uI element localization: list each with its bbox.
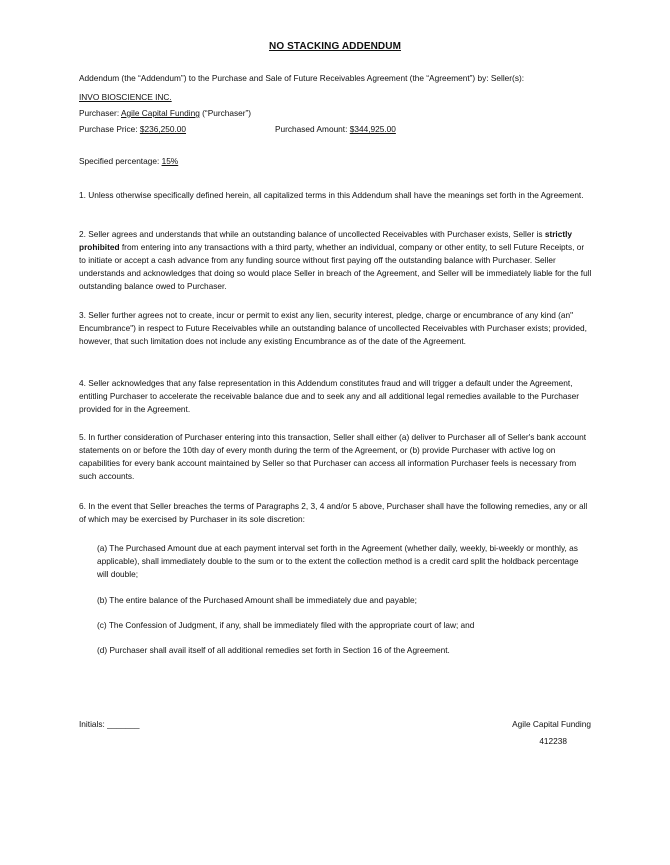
paragraph-2	[79, 228, 593, 293]
purchaser-line	[79, 107, 593, 120]
intro-paragraph	[79, 72, 593, 85]
initials-line: Initials: _______	[79, 719, 140, 729]
remedy-item-b: (b) The entire balance of the Purchased Amount shall be immediately due and payable;	[97, 595, 417, 605]
purchaser-name: Agile Capital Funding	[120, 108, 200, 118]
purchase-price-value: $236,250.00	[139, 124, 187, 134]
paragraph-3: 3. Seller further agrees not to create, incur or permit to exist any lien, security interest, pledge, charge or encumbrance of any kind (an" Encumbrance") in respect to Future Receivables while an outstanding balance of uncollected Receivables with Purchaser exists; provided, however, that such limitation does not include any existing Encumbrance as of the date of the Agreement.	[79, 310, 587, 346]
purchase-price-label: Purchase Price:	[79, 124, 138, 134]
purchased-amount-label: Purchased Amount:	[275, 124, 348, 134]
seller-line	[79, 91, 593, 104]
specified-percentage-line	[79, 155, 593, 168]
purchaser-label: Purchaser:	[79, 108, 120, 118]
paragraph-6: 6. In the event that Seller breaches the terms of Paragraphs 2, 3, 4 and/or 5 above, Purchaser shall have the following remedies, any or all of which may be exercised by Purchaser in its sole discretion:	[79, 501, 588, 524]
paragraph-4: 4. Seller acknowledges that any false representation in this Addendum constitutes fraud and will trigger a default under the Agreement, entitling Purchaser to accelerate the receivable balance due and to seek any and all additional legal remedies available to the Purchaser provided for in the Agreement.	[79, 378, 579, 414]
paragraph-2-bold: strictly prohibited	[79, 229, 573, 252]
remedy-item-c: (c) The Confession of Judgment, if any, shall be immediately filed with the appropriate court of law; and	[97, 620, 475, 630]
footer-id: 412238	[539, 736, 567, 746]
remedy-item-a: (a) The Purchased Amount due at each payment interval set forth in the Agreement (whether daily, weekly, bi-weekly or monthly, as applicable), shall immediately double to the sum or to the extent the collection method is a credit card split the holdback percentage will double;	[97, 543, 579, 579]
specified-percentage-label: Specified percentage:	[79, 156, 160, 166]
paragraph-2-text-b: from entering into any transactions with a third party, whether an individual, company or other entity, to sell Future Receipts, or to initiate or accept a cash advance from any funding source without first paying off the outstanding balance with Purchaser. Seller understands and acknowledges that doing so would place Seller in breach of the Agreement, and Seller will be immediately liable for the full outstanding balance owed to Purchaser.	[79, 242, 592, 291]
intro-text: Addendum (the “Addendum”) to the Purchase and Sale of Future Receivables Agreement (the “Agreement”) by: Seller(s):	[79, 73, 525, 83]
document-title: NO STACKING ADDENDUM	[269, 41, 401, 52]
amount-line	[275, 123, 575, 136]
remedy-item-d: (d) Purchaser shall avail itself of all additional remedies set forth in Section 16 of the Agreement.	[97, 645, 450, 655]
seller-name: INVO BIOSCIENCE INC.	[79, 92, 172, 102]
paragraph-1: 1. Unless otherwise specifically defined herein, all capitalized terms in this Addendum shall have the meanings set forth in the Agreement.	[79, 190, 584, 200]
paragraph-5: 5. In further consideration of Purchaser entering into this transaction, Seller shall either (a) deliver to Purchaser all of Seller's bank account statements on or before the 10th day of every month during the term of the Agreement, or (b) provide Purchaser with active log on capabilities for every bank account maintained by Seller so that Purchaser can access all information Purchaser feels is necessary from such accounts.	[79, 432, 587, 481]
specified-percentage-value: 15%	[161, 156, 179, 166]
footer-company: Agile Capital Funding	[512, 719, 591, 729]
purchaser-suffix: (“Purchaser”)	[202, 108, 252, 118]
purchased-amount-value: $344,925.00	[349, 124, 396, 134]
paragraph-2-text-a: 2. Seller agrees and understands that while an outstanding balance of uncollected Receivables with Purchaser exists, Seller is	[79, 229, 543, 239]
